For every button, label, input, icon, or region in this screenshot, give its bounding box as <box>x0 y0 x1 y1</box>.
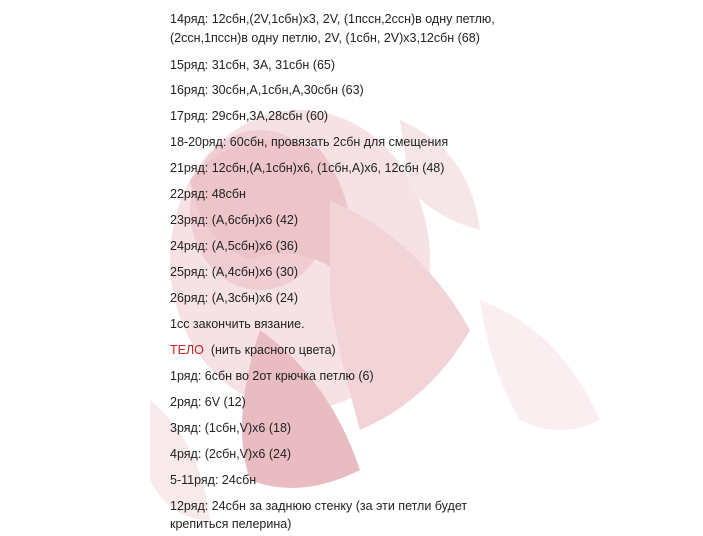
finish-note: 1сс закончить вязание. <box>170 317 305 331</box>
body-section-heading <box>170 342 336 358</box>
row-17: 17ряд: 29сбн,3А,28сбн (60) <box>170 109 329 123</box>
body-row-5-11: 5-11ряд: 24сбн <box>170 473 257 487</box>
body-row-12-line-2: крепиться пелерина) <box>170 517 292 531</box>
body-heading-label: ТЕЛО <box>170 343 204 357</box>
body-heading-note: (нить красного цвета) <box>210 343 336 357</box>
row-21: 21ряд: 12сбн,(А,1сбн)х6, (1сбн,А)х6, 12сбн (48) <box>170 161 445 175</box>
row-14-line-1: 14ряд: 12сбн,(2V,1сбн)х3, 2V, (1пссн,2ссн)в одну петлю, <box>170 12 495 26</box>
body-row-12-line-1: 12ряд: 24сбн за заднюю стенку (за эти петли будет <box>170 499 468 513</box>
row-16: 16ряд: 30сбн,А,1сбн,А,30сбн (63) <box>170 83 364 97</box>
row-23: 23ряд: (А,6сбн)х6 (42) <box>170 213 299 227</box>
row-25: 25ряд: (А,4сбн)х6 (30) <box>170 265 299 279</box>
body-row-4: 4ряд: (2сбн,V)х6 (24) <box>170 447 292 461</box>
row-15: 15ряд: 31сбн, 3А, 31сбн (65) <box>170 58 336 72</box>
row-18-20: 18-20ряд: 60сбн, провязать 2сбн для смещения <box>170 135 449 149</box>
row-14-line-2: (2ссн,1пссн)в одну петлю, 2V, (1сбн, 2V)х3,12сбн (68) <box>170 31 480 45</box>
row-24: 24ряд: (А,5сбн)х6 (36) <box>170 239 299 253</box>
row-26: 26ряд: (А,3сбн)х6 (24) <box>170 291 299 305</box>
row-22: 22ряд: 48сбн <box>170 187 246 201</box>
body-row-1: 1ряд: 6сбн во 2от крючка петлю (6) <box>170 369 374 383</box>
body-row-3: 3ряд: (1сбн,V)х6 (18) <box>170 421 292 435</box>
body-row-2: 2ряд: 6V (12) <box>170 395 246 409</box>
